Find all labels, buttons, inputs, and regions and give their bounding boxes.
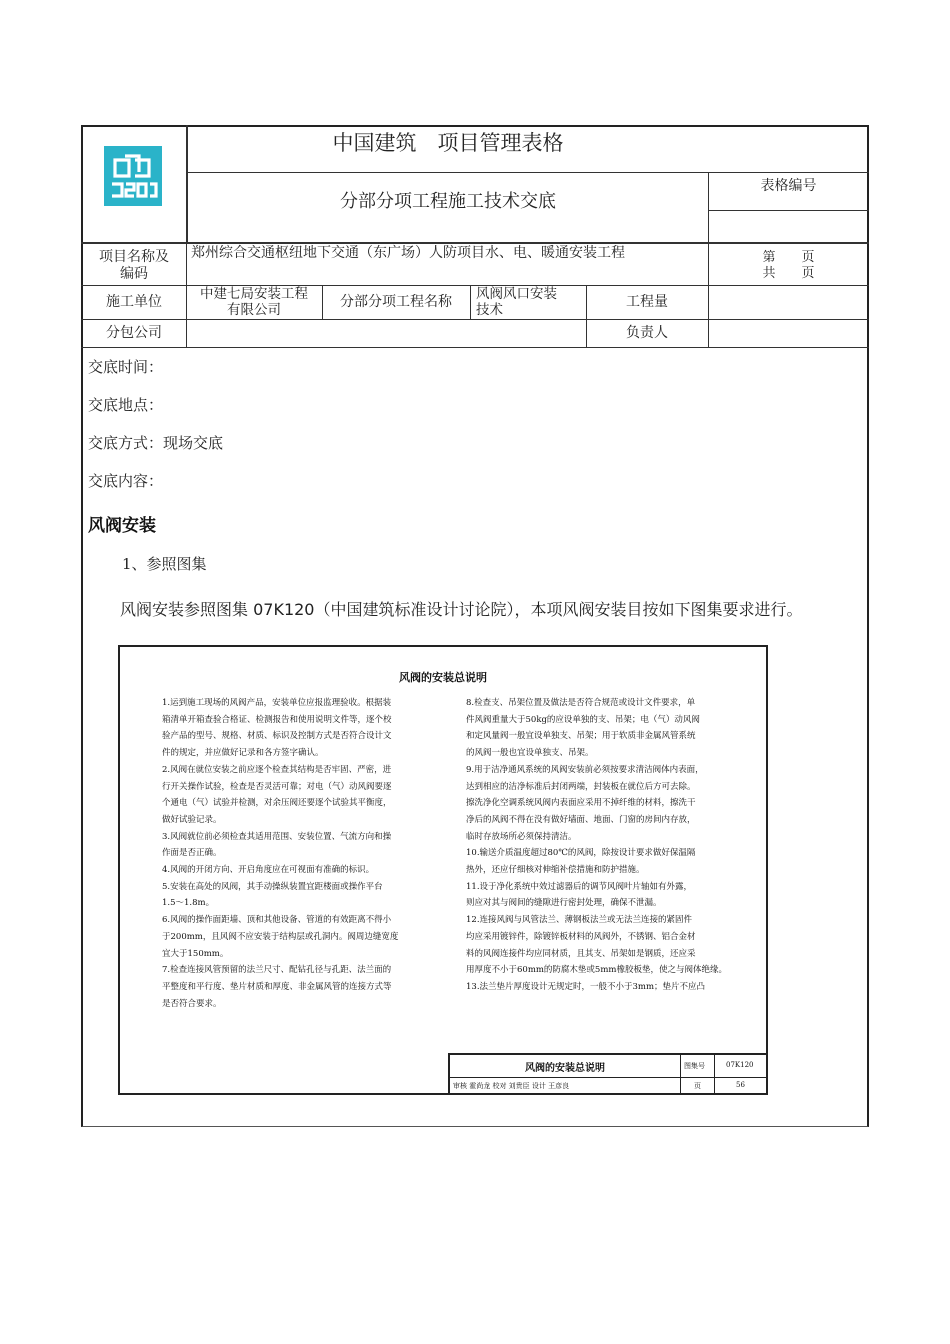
- note-line: 10.输送介质温度超过80℃的风阀，除按设计要求做好保温隔: [466, 848, 696, 859]
- subcontract-field[interactable]: [190, 322, 582, 344]
- org-title: 中国建筑 项目管理表格: [332, 131, 564, 155]
- company-logo: [104, 146, 162, 206]
- manager-label: 负责人: [626, 325, 668, 341]
- note-line: 4.风阀的开闭方向、开启角度应在可视面有准确的标识。: [162, 865, 375, 876]
- construction-unit-value-line2: 有限公司: [227, 302, 281, 318]
- drawing-notes-left: [162, 695, 452, 1012]
- project-name-value: 郑州综合交通枢纽地下交通（东广场）人防项目水、电、暖通安装工程: [191, 245, 625, 261]
- drawing-title-block: [448, 1053, 766, 1093]
- divider: [81, 319, 869, 320]
- note-line: 件风阀重量大于50kg的应设单独的支、吊架；电（气）动风阀: [466, 714, 700, 725]
- note-line: 作面是否正确。: [162, 848, 222, 859]
- note-line: 验产品的型号、规格、材质、标识及控制方式是否符合设计文: [162, 731, 392, 742]
- note-line: 箱清单开箱查验合格证、检测报告和使用说明文件等，逐个校: [162, 714, 392, 725]
- note-line: 临时存放场所必须保持清洁。: [466, 831, 577, 842]
- quantity-label: 工程量: [626, 294, 668, 310]
- disclosure-content: 交底内容：: [88, 472, 164, 490]
- note-line: 达到相应的洁净标准后封闭两端，封装板在就位后方可去除。: [466, 781, 696, 792]
- note-line: 是否符合要求。: [162, 998, 222, 1009]
- subcontract-label: 分包公司: [106, 325, 162, 341]
- subitem-name-label: 分部分项工程名称: [340, 294, 452, 310]
- note-line: 擦洗净化空调系统风阀内表面应采用不掉纤维的材料，擦洗干: [466, 798, 696, 809]
- atlas-number-label: 图集号: [684, 1062, 705, 1070]
- quantity-field[interactable]: [712, 289, 864, 315]
- subitem-name-value: 风阀风口安装: [476, 286, 557, 302]
- section-title: 风阀安装: [88, 516, 156, 536]
- construction-unit-value: 中建七局安装工程: [200, 286, 308, 302]
- item-reference-atlas: 1、参照图集: [122, 555, 207, 573]
- note-line: 7.检查连接风管预留的法兰尺寸、配钻孔径与孔距、法兰面的: [162, 965, 392, 976]
- project-label: 项目名称及: [99, 249, 169, 265]
- note-line: 12.连接风阀与风管法兰、薄钢板法兰或无法兰连接的紧固件: [466, 915, 693, 926]
- note-line: 做好试验记录。: [162, 814, 222, 825]
- form-number-field[interactable]: [712, 214, 864, 238]
- divider: [81, 347, 869, 348]
- disclosure-method: 交底方式：现场交底: [88, 434, 224, 452]
- note-line: 用厚度不小于60mm的防腐木垫或5mm橡胶板垫，使之与阀体绝缘。: [466, 965, 727, 976]
- note-line: 平整度和平行度、垫片材质和厚度、非金属风管的连接方式等: [162, 981, 392, 992]
- note-line: 的风阀一般也宜设单独支、吊架。: [466, 748, 594, 759]
- note-line: 个通电（气）试验并检测，对余压阀还要逐个试验其平衡度，: [162, 798, 392, 809]
- drawing-title: 风阀的安装总说明: [399, 671, 487, 684]
- project-label-line2: 编码: [120, 266, 148, 282]
- note-line: 6.风阀的操作面距墙、顶和其他设备、管道的有效距离不得小: [162, 915, 392, 926]
- page-number-label: 第 页: [762, 250, 815, 265]
- subitem-name-value-line2: 技术: [476, 302, 503, 318]
- note-line: 13.法兰垫片厚度设计无规定时，一般不小于3mm；垫片不应凸: [466, 981, 706, 992]
- divider: [708, 210, 869, 211]
- disclosure-time: 交底时间：: [88, 358, 164, 376]
- note-line: 件的规定，并应做好记录和各方签字确认。: [162, 748, 324, 759]
- note-line: 净后的风阀不得在没有做好墙面、地面、门窗的房间内存放，: [466, 814, 696, 825]
- atlas-drawing: [118, 645, 768, 1095]
- note-line: 2.风阀在就位安装之前应逐个检查其结构是否牢固、严密，进: [162, 764, 392, 775]
- note-line: 热外，还应仔细核对伸缩补偿措施和防护措施。: [466, 865, 645, 876]
- divider: [470, 285, 471, 319]
- atlas-number: 07K120: [726, 1061, 754, 1069]
- note-line: 11.设于净化系统中效过滤器后的调节风阀叶片轴如有外露，: [466, 881, 693, 892]
- manager-field[interactable]: [712, 322, 864, 344]
- note-line: 均应采用镀锌件，除镀锌板材料的风阀外，不锈钢、铝合金材: [466, 931, 696, 942]
- title-block-title: 风阀的安装总说明: [525, 1063, 605, 1074]
- construction-unit-label: 施工单位: [106, 294, 162, 310]
- note-line: 宜大于150mm。: [162, 948, 229, 959]
- form-title: 分部分项工程施工技术交底: [340, 191, 556, 212]
- note-line: 行开关操作试验，检查是否灵活可靠；对电（气）动风阀要逐: [162, 781, 392, 792]
- note-line: 3.风阀就位前必须检查其适用范围、安装位置、气流方向和操: [162, 831, 392, 842]
- drawing-notes-right: [466, 695, 756, 996]
- note-line: 和定风量阀一般宜设单独支、吊架；用于软质非金属风管系统: [466, 731, 696, 742]
- note-line: 1.5～1.8m。: [162, 898, 215, 909]
- note-line: 则应对其与阀间的缝隙进行密封处理，确保不泄漏。: [466, 898, 662, 909]
- disclosure-place: 交底地点：: [88, 396, 164, 414]
- note-line: 1.运到施工现场的风阀产品，安装单位应报监理验收。根据装: [162, 698, 392, 708]
- form-number-label: 表格编号: [760, 178, 817, 194]
- divider: [186, 172, 869, 173]
- note-line: 于200mm，且风阀不应安装于结构层或孔洞内。阀周边缝宽度: [162, 931, 399, 942]
- page-total-label: 共 页: [762, 266, 815, 281]
- page-number: 56: [736, 1081, 745, 1089]
- signature-row: 审核 霍尚龙 校对 刘贵臣 设计 王彦良: [453, 1082, 570, 1090]
- page-label: 页: [694, 1082, 701, 1090]
- reference-paragraph: 风阀安装参照图集 07K120（中国建筑标准设计讨论院），本项风阀安装目按如下图集要求进行。: [120, 600, 803, 619]
- note-line: 9.用于洁净通风系统的风阀安装前必须按要求清洁阀体内表面，: [466, 764, 704, 775]
- note-line: 5.安装在高处的风阀，其手动操纵装置宜距楼面或操作平台: [162, 881, 383, 892]
- note-line: 8.检查支、吊架位置及做法是否符合规范或设计文件要求，单: [466, 698, 696, 708]
- note-line: 料的风阀连接件均应同材质，且其支、吊架如是钢质，还应采: [466, 948, 696, 959]
